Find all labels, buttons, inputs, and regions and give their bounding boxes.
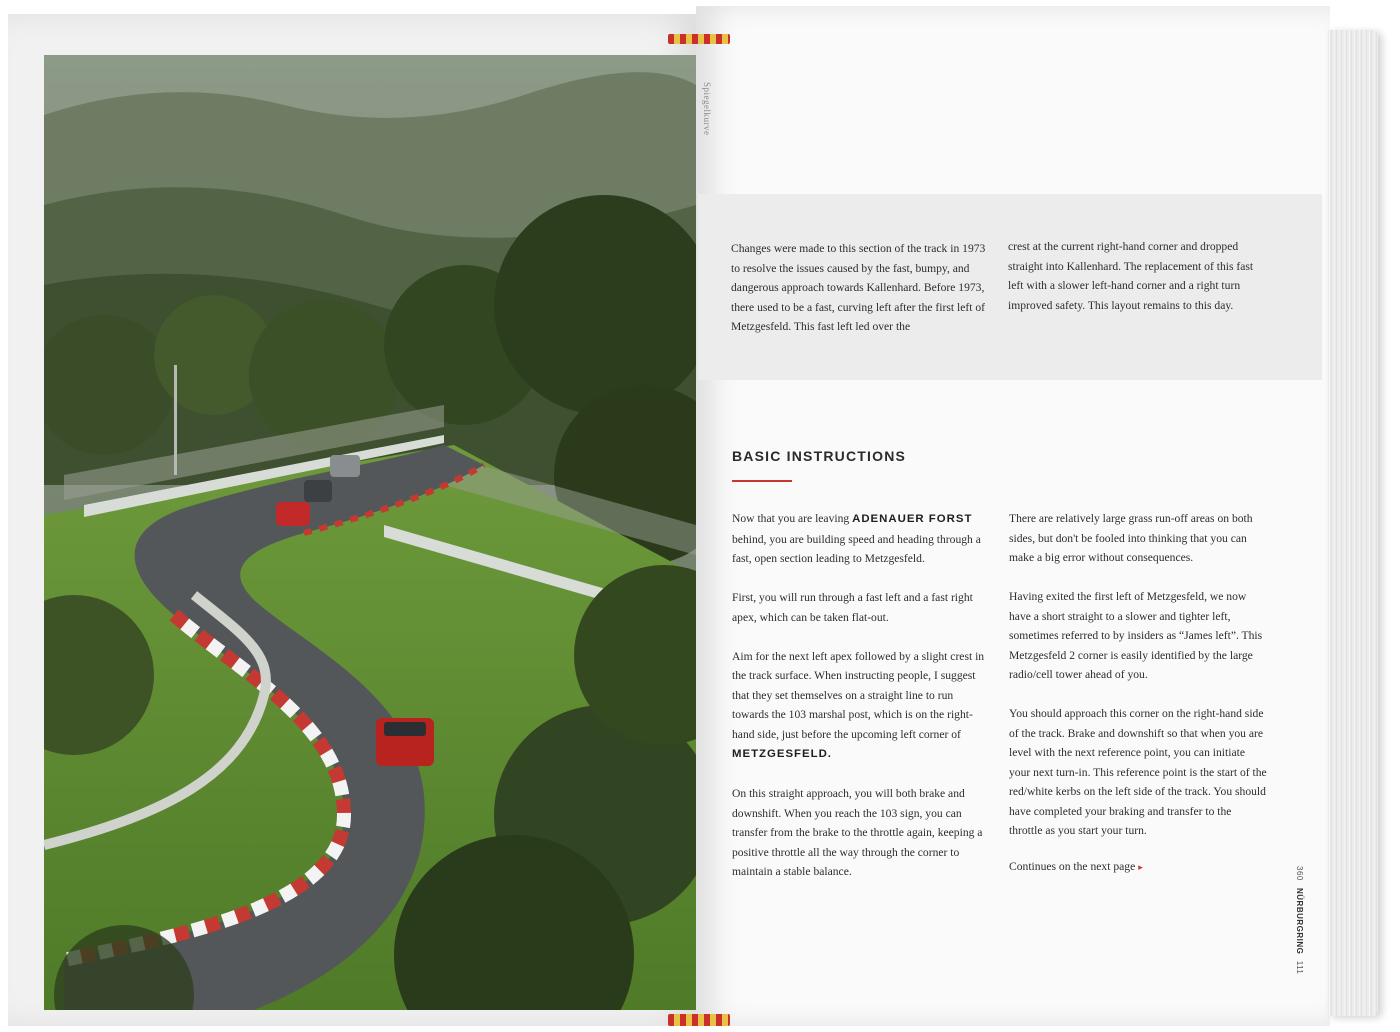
page-footer xyxy=(1295,866,1304,974)
page-edges xyxy=(1328,30,1378,1016)
page-number: 360 xyxy=(1295,866,1304,881)
body-paragraph: First, you will run through a fast left and a fast right apex, which can be taken flat-out. xyxy=(732,591,973,624)
footer-brand: NÜRBURGRING xyxy=(1295,887,1304,954)
body-paragraph: Having exited the first left of Metzgesfeld, we now have a short straight to a slower and tighter left, sometimes referred to by insiders as “James left”. This Metzgesfeld 2 corner is easily identified by the large radio/cell tower ahead of you. xyxy=(1009,590,1263,681)
arrow-right-icon: ▸ xyxy=(1138,861,1143,872)
bookmark-ribbon-bottom xyxy=(668,1014,730,1026)
body-paragraph: On this straight approach, you will both brake and downshift. When you reach the 103 sign, you can transfer from the brake to the throttle again, keeping a positive throttle all the way through the corner to maintain a stable balance. xyxy=(732,787,983,878)
body-paragraph: Now that you are leaving ADENAUER FORST behind, you are building speed and heading through a fast, open section leading to Metzgesfeld. xyxy=(732,512,981,565)
body-paragraph: There are relatively large grass run-off areas on both sides, but don't be fooled into thinking that you can make a big error without consequences. xyxy=(1009,512,1253,564)
continues-link[interactable]: Continues on the next page ▸ xyxy=(1009,859,1143,873)
intro-column-right xyxy=(1008,237,1266,315)
intro-column-left xyxy=(731,239,989,337)
intro-paragraph: crest at the current right-hand corner and dropped straight into Kallenhard. The replacement of this fast left with a slower left-hand corner and a right turn improved safety. This layout remains to this day. xyxy=(1008,240,1254,312)
intro-paragraph: Changes were made to this section of the track in 1973 to resolve the issues caused by the fast, bumpy, and dangerous approach towards Kallenhard. Before 1973, there used to be a fast, curving left after the first left of Metzgesfeld. This fast left led over the xyxy=(731,242,986,333)
body-paragraph: You should approach this corner on the right-hand side of the track. Brake and downshift so that when you are level with the next reference point, you can initiate your next turn-in. This reference point is the start of the red/white kerbs on the left side of the track. You should have completed your braking and transfer to the throttle as you start your turn. xyxy=(1009,707,1267,837)
title-rule xyxy=(732,480,792,482)
running-head: Spiegelkurve xyxy=(702,82,712,136)
track-illustration xyxy=(44,55,696,1010)
bookmark-ribbon-top xyxy=(668,34,730,44)
footer-suffix: 111 xyxy=(1295,960,1304,975)
body-column-right xyxy=(1009,509,1267,877)
section-title: BASIC INSTRUCTIONS xyxy=(732,448,907,464)
track-photo xyxy=(44,55,696,1010)
body-column-left xyxy=(732,509,990,882)
place-name: METZGESFELD. xyxy=(732,748,832,760)
place-name: ADENAUER FORST xyxy=(852,513,973,525)
body-paragraph: Aim for the next left apex followed by a slight crest in the track surface. When instructing people, I suggest that they set themselves on a straight line to run towards the 103 marshal post, which is on the right-hand side, just before the upcoming left corner of METZGESFELD. xyxy=(732,649,985,760)
